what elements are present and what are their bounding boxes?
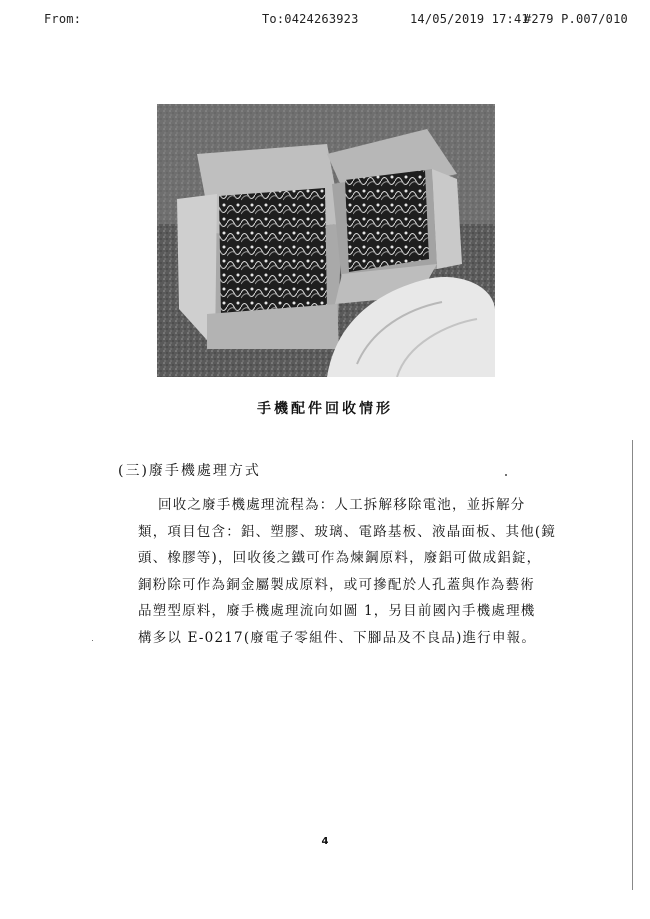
fax-from-label: From: [44, 12, 82, 26]
figure-caption: 手機配件回收情形 [257, 401, 393, 417]
fax-header [0, 12, 650, 32]
body-line: 構多以 E-0217(廢電子零組件、下腳品及不良品)進行申報。 [138, 629, 537, 646]
recycling-photo [157, 104, 495, 377]
section-body [138, 492, 557, 651]
section-heading: (三)廢手機處理方式 [118, 463, 261, 479]
fax-to-number: To:0424263923 [262, 12, 359, 26]
body-line: 回收之廢手機處理流程為：人工拆解移除電池，並拆解分 [158, 497, 526, 513]
recycling-photo-drawing [157, 104, 495, 377]
left-cardboard-box [177, 144, 342, 349]
body-line: 類，項目包含：鋁、塑膠、玻璃、電路基板、液晶面板、其他(鏡 [138, 523, 557, 540]
fax-page-counter: #279 P.007/010 [524, 12, 628, 26]
fax-datetime: 14/05/2019 17:41 [410, 12, 529, 26]
body-line: 銅粉除可作為銅金屬製成原料，或可摻配於人孔蓋與作為藝術 [138, 576, 535, 593]
scan-edge-line [632, 440, 633, 890]
body-line: 品塑型原料，廢手機處理流向如圖 1，另目前國內手機處理機 [138, 603, 536, 619]
body-line: 頭、橡膠等)，回收後之鐵可作為煉鋼原料，廢鋁可做成鋁錠， [138, 550, 542, 566]
scan-speck [92, 640, 93, 641]
page-number: 4 [321, 836, 329, 847]
scan-speck [505, 474, 507, 476]
